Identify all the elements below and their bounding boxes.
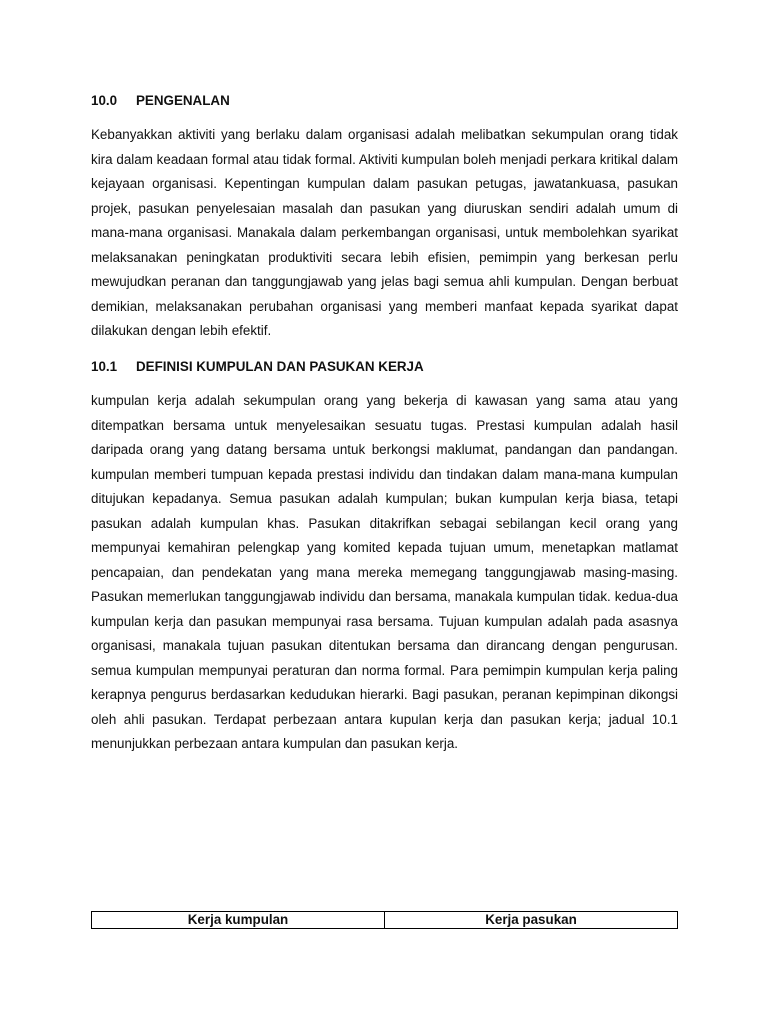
section-title: PENGENALAN [136,93,230,108]
section-heading-intro [91,93,230,109]
section-number: 10.0 [91,93,118,108]
table-header-cell: Kerja pasukan [385,912,678,929]
table-header-row [92,912,678,929]
section-title: DEFINISI KUMPULAN DAN PASUKAN KERJA [136,359,424,374]
comparison-table [91,911,678,929]
section-number: 10.1 [91,359,118,374]
section-heading-definition [91,359,424,375]
table-header-cell: Kerja kumpulan [92,912,385,929]
intro-paragraph: Kebanyakkan aktiviti yang berlaku dalam organisasi adalah melibatkan sekumpulan orang tidak kira dalam keadaan formal atau tidak formal. Aktiviti kumpulan boleh menjadi perkara kritikal dalam kejayaan organisasi. Kepentingan kumpulan dalam pasukan petugas, jawatankuasa, pasukan projek, pasukan penyelesaian masalah dan pasukan yang diuruskan sendiri adalah umum di mana-mana organisasi. Manakala dalam perkembangan organisasi, untuk membolehkan syarikat melaksanakan peningkatan produktiviti secara lebih efisien, pemimpin yang berkesan perlu mewujudkan peranan dan tanggungjawab yang jelas bagi semua ahli kumpulan. Dengan berbuat demikian, melaksanakan perubahan organisasi yang memberi manfaat kepada syarikat dapat dilakukan dengan lebih efektif. [91,127,678,338]
definition-paragraph: kumpulan kerja adalah sekumpulan orang yang bekerja di kawasan yang sama atau yang ditempatkan bersama untuk menyelesaikan sesuatu tugas. Prestasi kumpulan adalah hasil daripada orang yang datang bersama untuk berkongsi maklumat, pandangan dan pandangan. kumpulan memberi tumpuan kepada prestasi individu dan tindakan dalam mana-mana kumpulan ditujukan kepadanya. Semua pasukan adalah kumpulan; bukan kumpulan kerja biasa, tetapi pasukan adalah kumpulan khas. Pasukan ditakrifkan sebagai sebilangan kecil orang yang mempunyai kemahiran pelengkap yang komited kepada tujuan umum, menetapkan matlamat pencapaian, dan pendekatan yang mana mereka memegang tanggungjawab masing-masing. Pasukan memerlukan tanggungjawab individu dan bersama, manakala kumpulan tidak. kedua-dua kumpulan kerja dan pasukan mempunyai rasa bersama. Tujuan kumpulan adalah pada asasnya organisasi, manakala tujuan pasukan ditentukan bersama dan dirancang dengan pengurusan. semua kumpulan mempunyai peraturan dan norma formal. Para pemimpin kumpulan kerja paling kerapnya pengurus berdasarkan kedudukan hierarki. Bagi pasukan, peranan kepimpinan dikongsi oleh ahli pasukan. Terdapat perbezaan antara kupulan kerja dan pasukan kerja; jadual 10.1 menunjukkan perbezaan antara kumpulan dan pasukan kerja. [91,393,678,751]
